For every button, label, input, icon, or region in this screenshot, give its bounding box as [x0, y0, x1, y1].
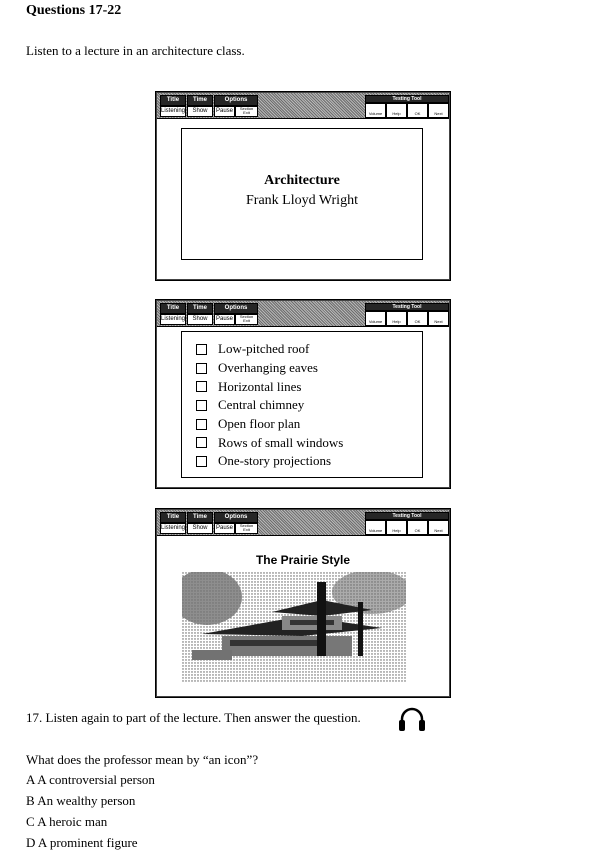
- time-label: Time: [187, 512, 213, 523]
- list-item: [196, 433, 343, 452]
- list-item: [196, 340, 343, 359]
- list-item-label: One-story projections: [218, 453, 332, 469]
- pause-button[interactable]: Pause: [214, 106, 235, 117]
- volume-button[interactable]: Volume: [365, 103, 386, 118]
- list-item-label: Open floor plan: [218, 416, 301, 432]
- ok-button[interactable]: OK: [407, 520, 428, 535]
- pause-button[interactable]: Pause: [214, 314, 235, 325]
- toolbar: [157, 301, 449, 327]
- answer-option-c[interactable]: C A heroic man: [26, 814, 108, 829]
- question-text: What does the professor mean by “an icon”?: [26, 752, 259, 767]
- volume-button[interactable]: Volume: [365, 520, 386, 535]
- listening-indicator: Listening: [160, 106, 186, 117]
- next-button[interactable]: Next: [428, 520, 449, 535]
- list-item-label: Central chimney: [218, 397, 305, 413]
- next-button[interactable]: Next: [428, 311, 449, 326]
- ok-button[interactable]: OK: [407, 311, 428, 326]
- screen-title-slide: [155, 91, 451, 281]
- feature-card: [181, 331, 423, 478]
- checkbox-icon: [196, 400, 207, 411]
- page-heading: Questions 17-22: [26, 3, 122, 18]
- options-label: Options: [214, 95, 258, 106]
- list-item-label: Low-pitched roof: [218, 341, 310, 357]
- title-card: [181, 128, 423, 260]
- testing-tool-label: Testing Tool: [365, 303, 449, 311]
- show-button[interactable]: Show: [187, 106, 213, 117]
- section-exit-button[interactable]: Section Exit: [235, 523, 258, 534]
- list-item: [196, 396, 343, 415]
- time-label: Time: [187, 303, 213, 314]
- ok-button[interactable]: OK: [407, 103, 428, 118]
- section-exit-button[interactable]: Section Exit: [235, 106, 258, 117]
- prairie-house-photo: [182, 572, 406, 682]
- testing-tool-label: Testing Tool: [365, 95, 449, 103]
- slide-title: Architecture: [264, 173, 340, 188]
- title-label: Title: [160, 303, 186, 314]
- toolbar: [157, 510, 449, 536]
- intro-text: Listen to a lecture in an architecture class.: [26, 43, 245, 58]
- checkbox-icon: [196, 381, 207, 392]
- headphones-icon[interactable]: [397, 705, 427, 733]
- list-item: [196, 359, 343, 378]
- listening-indicator: Listening: [160, 523, 186, 534]
- help-button[interactable]: Help: [386, 311, 407, 326]
- slide-subtitle: Frank Lloyd Wright: [246, 193, 358, 208]
- pause-button[interactable]: Pause: [214, 523, 235, 534]
- list-item-label: Overhanging eaves: [218, 360, 318, 376]
- title-label: Title: [160, 95, 186, 106]
- checkbox-icon: [196, 419, 207, 430]
- question-prompt: 17. Listen again to part of the lecture. Then answer the question.: [26, 710, 361, 725]
- listening-indicator: Listening: [160, 314, 186, 325]
- checkbox-icon: [196, 344, 207, 355]
- help-button[interactable]: Help: [386, 103, 407, 118]
- list-item-label: Horizontal lines: [218, 378, 302, 394]
- screen-feature-list: [155, 299, 451, 489]
- checkbox-icon: [196, 363, 207, 374]
- list-item: [196, 452, 343, 471]
- next-button[interactable]: Next: [428, 103, 449, 118]
- list-item: [196, 415, 343, 434]
- checkbox-icon: [196, 456, 207, 467]
- answer-option-b[interactable]: B An wealthy person: [26, 793, 136, 808]
- toolbar: [157, 93, 449, 119]
- answer-option-a[interactable]: A A controversial person: [26, 772, 155, 787]
- title-label: Title: [160, 512, 186, 523]
- list-item-label: Rows of small windows: [218, 434, 344, 450]
- checkbox-icon: [196, 437, 207, 448]
- show-button[interactable]: Show: [187, 523, 213, 534]
- show-button[interactable]: Show: [187, 314, 213, 325]
- list-item: [196, 377, 343, 396]
- options-label: Options: [214, 303, 258, 314]
- section-exit-button[interactable]: Section Exit: [235, 314, 258, 325]
- answer-option-d[interactable]: D A prominent figure: [26, 835, 138, 850]
- volume-button[interactable]: Volume: [365, 311, 386, 326]
- help-button[interactable]: Help: [386, 520, 407, 535]
- slide-title: The Prairie Style: [255, 553, 351, 567]
- options-label: Options: [214, 512, 258, 523]
- time-label: Time: [187, 95, 213, 106]
- testing-tool-label: Testing Tool: [365, 512, 449, 520]
- feature-list: [196, 340, 343, 471]
